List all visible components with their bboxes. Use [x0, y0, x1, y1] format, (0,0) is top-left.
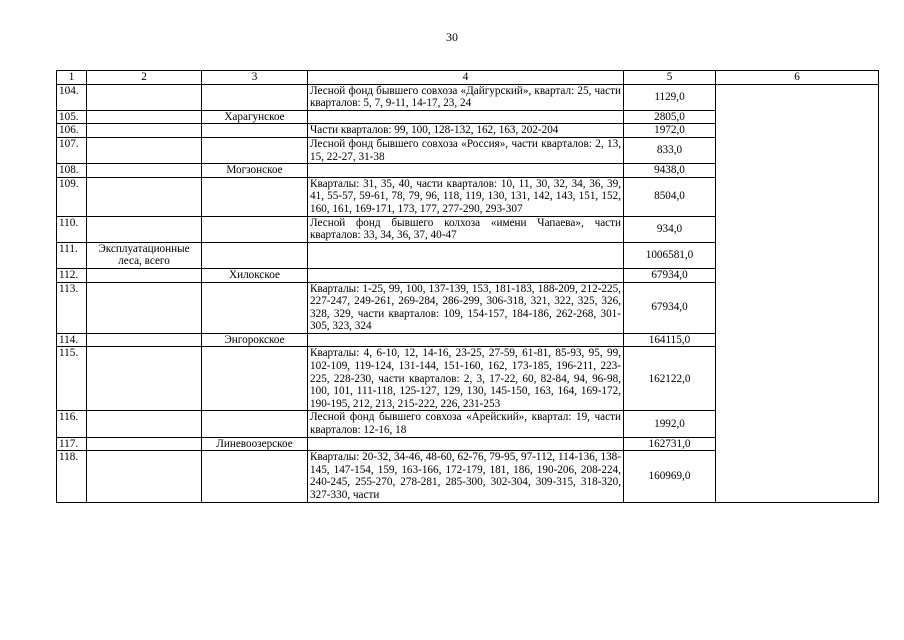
district-cell: Могзонское	[202, 164, 308, 178]
description-cell: Лесной фонд бывшего совхоза «Арейский», квартал: 19, части кварталов: 12-16, 18	[308, 411, 624, 437]
column-header-6: 6	[716, 71, 879, 85]
district-cell	[202, 411, 308, 437]
category-cell	[87, 333, 202, 347]
category-cell	[87, 164, 202, 178]
column-header-3: 3	[202, 71, 308, 85]
description-cell	[308, 110, 624, 124]
row-number-cell: 110.	[57, 216, 87, 242]
description-cell: Лесной фонд бывшего совхоза «Дайгурский», квартал: 25, части кварталов: 5, 7, 9-11, 14-17, 23, 24	[308, 84, 624, 110]
row-number-cell: 106.	[57, 124, 87, 138]
area-cell: 1006581,0	[624, 242, 716, 268]
description-cell: Лесной фонд бывшего совхоза «Россия», части кварталов: 2, 13, 15, 22-27, 31-38	[308, 137, 624, 163]
row-number-cell: 111.	[57, 242, 87, 268]
column-header-2: 2	[87, 71, 202, 85]
description-cell	[308, 164, 624, 178]
category-cell	[87, 268, 202, 282]
area-cell: 160969,0	[624, 451, 716, 502]
district-cell	[202, 216, 308, 242]
district-cell	[202, 137, 308, 163]
district-cell: Линевоозерское	[202, 437, 308, 451]
row-number-cell: 108.	[57, 164, 87, 178]
category-cell	[87, 216, 202, 242]
area-cell: 67934,0	[624, 268, 716, 282]
category-cell	[87, 437, 202, 451]
district-cell	[202, 347, 308, 411]
area-cell: 2805,0	[624, 110, 716, 124]
description-cell: Кварталы: 1-25, 99, 100, 137-139, 153, 181-183, 188-209, 212-225, 227-247, 249-261, 269-284, 286-299, 306-318, 321, 322, 325, 326, 328, 329, части кварталов: 109, 154-157, 184-186, 262-268, 301-305, 323, 324	[308, 282, 624, 333]
row-number-cell: 116.	[57, 411, 87, 437]
district-cell: Харагунское	[202, 110, 308, 124]
page-number: 30	[446, 30, 458, 44]
description-cell: Кварталы: 4, 6-10, 12, 14-16, 23-25, 27-59, 61-81, 85-93, 95, 99, 102-109, 119-124, 131-144, 151-160, 162, 173-185, 196-211, 223-225, 228-230, части кварталов: 2, 3, 17-22, 60, 82-84, 94, 96-98, 100, 101, 111-118, 125-127, 129, 130, 145-150, 163, 164, 169-172, 190-195, 212, 213, 215-222, 226, 231-253	[308, 347, 624, 411]
column-header-4: 4	[308, 71, 624, 85]
area-cell: 8504,0	[624, 177, 716, 216]
district-cell	[202, 242, 308, 268]
row-number-cell: 105.	[57, 110, 87, 124]
area-cell: 67934,0	[624, 282, 716, 333]
area-cell: 833,0	[624, 137, 716, 163]
area-cell: 162731,0	[624, 437, 716, 451]
district-cell	[202, 84, 308, 110]
row-number-cell: 118.	[57, 451, 87, 502]
description-cell	[308, 437, 624, 451]
header-row	[57, 71, 879, 85]
description-cell	[308, 242, 624, 268]
notes-cell	[716, 84, 879, 502]
forest-registry-table	[56, 70, 879, 503]
category-cell	[87, 177, 202, 216]
column-header-1: 1	[57, 71, 87, 85]
row-number-cell: 112.	[57, 268, 87, 282]
area-cell: 1972,0	[624, 124, 716, 138]
description-cell	[308, 268, 624, 282]
district-cell: Хилокское	[202, 268, 308, 282]
table-body	[57, 71, 879, 503]
category-cell	[87, 411, 202, 437]
area-cell: 162122,0	[624, 347, 716, 411]
district-cell	[202, 451, 308, 502]
district-cell	[202, 282, 308, 333]
row-number-cell: 114.	[57, 333, 87, 347]
area-cell: 1992,0	[624, 411, 716, 437]
area-cell: 164115,0	[624, 333, 716, 347]
row-number-cell: 109.	[57, 177, 87, 216]
category-cell	[87, 110, 202, 124]
category-cell	[87, 347, 202, 411]
category-cell	[87, 124, 202, 138]
row-number-cell: 117.	[57, 437, 87, 451]
column-header-5: 5	[624, 71, 716, 85]
description-cell	[308, 333, 624, 347]
row-number-cell: 107.	[57, 137, 87, 163]
row-number-cell: 115.	[57, 347, 87, 411]
area-cell: 1129,0	[624, 84, 716, 110]
category-cell	[87, 451, 202, 502]
category-cell	[87, 137, 202, 163]
description-cell: Части кварталов: 99, 100, 128-132, 162, 163, 202-204	[308, 124, 624, 138]
area-cell: 9438,0	[624, 164, 716, 178]
area-cell: 934,0	[624, 216, 716, 242]
district-cell	[202, 177, 308, 216]
row-number-cell: 113.	[57, 282, 87, 333]
description-cell: Кварталы: 31, 35, 40, части кварталов: 10, 11, 30, 32, 34, 36, 39, 41, 55-57, 59-61, 78, 79, 96, 118, 119, 130, 131, 142, 143, 151, 152, 160, 161, 169-171, 173, 177, 277-290, 293-307	[308, 177, 624, 216]
table-row	[57, 84, 879, 110]
category-cell	[87, 84, 202, 110]
district-cell	[202, 124, 308, 138]
description-cell: Кварталы: 20-32, 34-46, 48-60, 62-76, 79-95, 97-112, 114-136, 138-145, 147-154, 159, 163-166, 172-179, 181, 186, 190-206, 208-224, 240-245, 255-270, 278-281, 285-300, 302-304, 309-315, 318-320, 327-330, части	[308, 451, 624, 502]
row-number-cell: 104.	[57, 84, 87, 110]
category-cell	[87, 282, 202, 333]
category-cell: Эксплуатационные леса, всего	[87, 242, 202, 268]
description-cell: Лесной фонд бывшего колхоза «имени Чапаева», части кварталов: 33, 34, 36, 37, 40-47	[308, 216, 624, 242]
district-cell: Энгорокское	[202, 333, 308, 347]
